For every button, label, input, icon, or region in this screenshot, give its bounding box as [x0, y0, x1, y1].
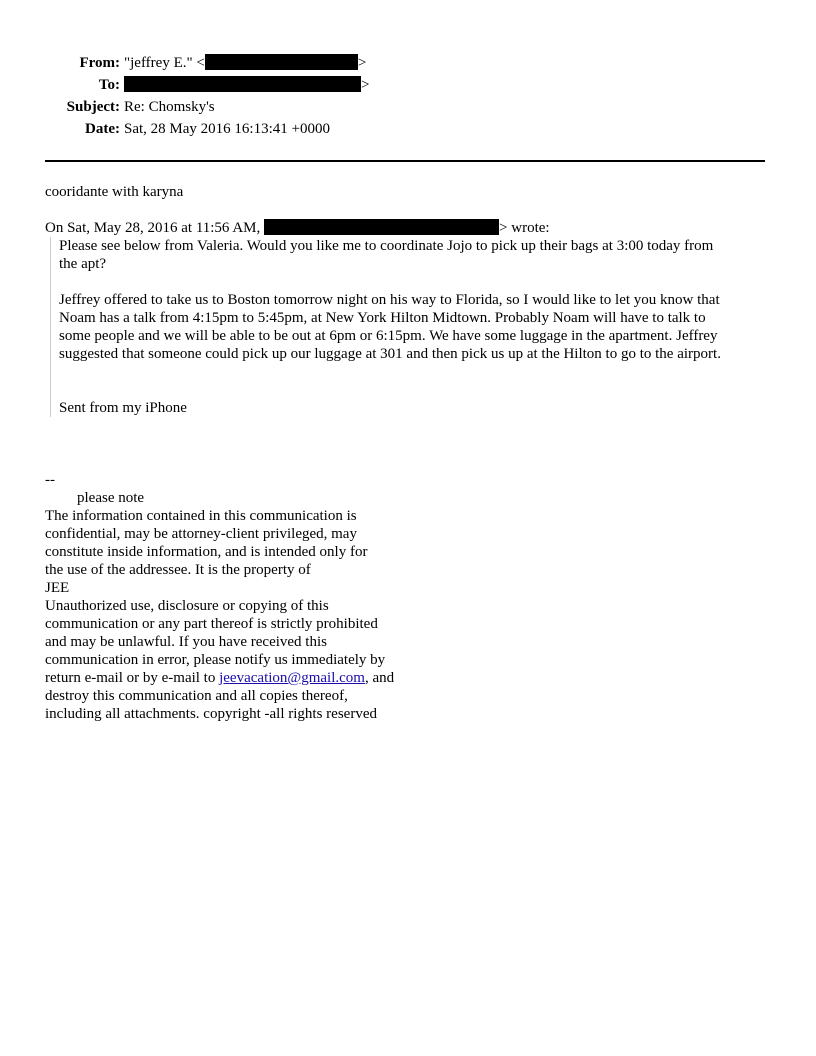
email-suffix: , and [364, 670, 395, 686]
from-value [124, 53, 366, 73]
from-name: "jeffrey E." < [124, 55, 205, 71]
date-label: Date: [85, 121, 120, 137]
redaction-box [205, 54, 358, 70]
disclaimer-line: confidential, may be attorney-client privileged, may [45, 526, 357, 542]
from-row [0, 53, 816, 73]
disclaimer-line: including all attachments. copyright -all rights reserved [45, 706, 377, 722]
disclaimer-line: JEE [45, 580, 70, 596]
quote-line: the apt? [59, 256, 107, 272]
signature-block [45, 471, 394, 723]
header-divider [45, 160, 765, 162]
to-end: > [361, 77, 370, 93]
signature-dashes: -- [45, 472, 55, 488]
quote-line: Noam has a talk from 4:15pm to 5:45pm, at New York Hilton Midtown. Probably Noam will have to talk to [59, 310, 706, 326]
quote-intro-end: > wrote: [499, 220, 550, 236]
from-end: > [357, 55, 367, 71]
date-value: Sat, 28 May 2016 16:13:41 +0000 [124, 121, 330, 137]
quote-signoff: Sent from my iPhone [59, 400, 187, 416]
quote-intro-start: On Sat, May 28, 2016 at 11:56 AM, [45, 220, 261, 236]
disclaimer-line: The information contained in this communication is [45, 508, 357, 524]
subject-label: Subject: [66, 99, 120, 115]
disclaimer-email-line [45, 669, 394, 687]
quote-bar [50, 237, 51, 417]
from-label: From: [79, 55, 120, 71]
subject-value: Re: Chomsky's [124, 99, 215, 115]
date-row [0, 119, 816, 139]
disclaimer-line: communication or any part thereof is strictly prohibited [45, 616, 378, 632]
signature-note: please note [77, 490, 145, 506]
quote-line: Jeffrey offered to take us to Boston tomorrow night on his way to Florida, so I would like to let you know that [59, 292, 720, 308]
disclaimer-line: the use of the addressee. It is the property of [45, 562, 311, 578]
quote-line: Please see below from Valeria. Would you like me to coordinate Jojo to pick up their bags at 3:00 today from [59, 238, 714, 254]
reply-text: cooridante with karyna [45, 184, 184, 200]
disclaimer-line: destroy this communication and all copies thereof, [45, 688, 348, 704]
disclaimer-line: Unauthorized use, disclosure or copying of this [45, 598, 329, 614]
to-label: To: [98, 77, 120, 93]
redaction-box [124, 76, 361, 92]
email-link[interactable]: jeevacation@gmail.com [219, 670, 365, 686]
disclaimer-line: and may be unlawful. If you have received this [45, 634, 327, 650]
quoted-message [59, 237, 771, 417]
quote-intro [45, 219, 550, 237]
disclaimer-line: communication in error, please notify us immediately by [45, 652, 386, 668]
email-prefix: return e-mail or by e-mail to [45, 670, 220, 686]
to-row [0, 75, 816, 95]
redaction-box [264, 219, 499, 235]
quote-line: some people and we will be able to be out at 6pm or 6:15pm. We have some luggage in the apartment. Jeffrey [59, 328, 718, 344]
subject-row [0, 97, 816, 117]
to-value [124, 75, 369, 95]
quote-line: suggested that someone could pick up our luggage at 301 and then pick us up at the Hilton to go to the airport. [59, 346, 721, 362]
disclaimer-line: constitute inside information, and is intended only for [45, 544, 368, 560]
